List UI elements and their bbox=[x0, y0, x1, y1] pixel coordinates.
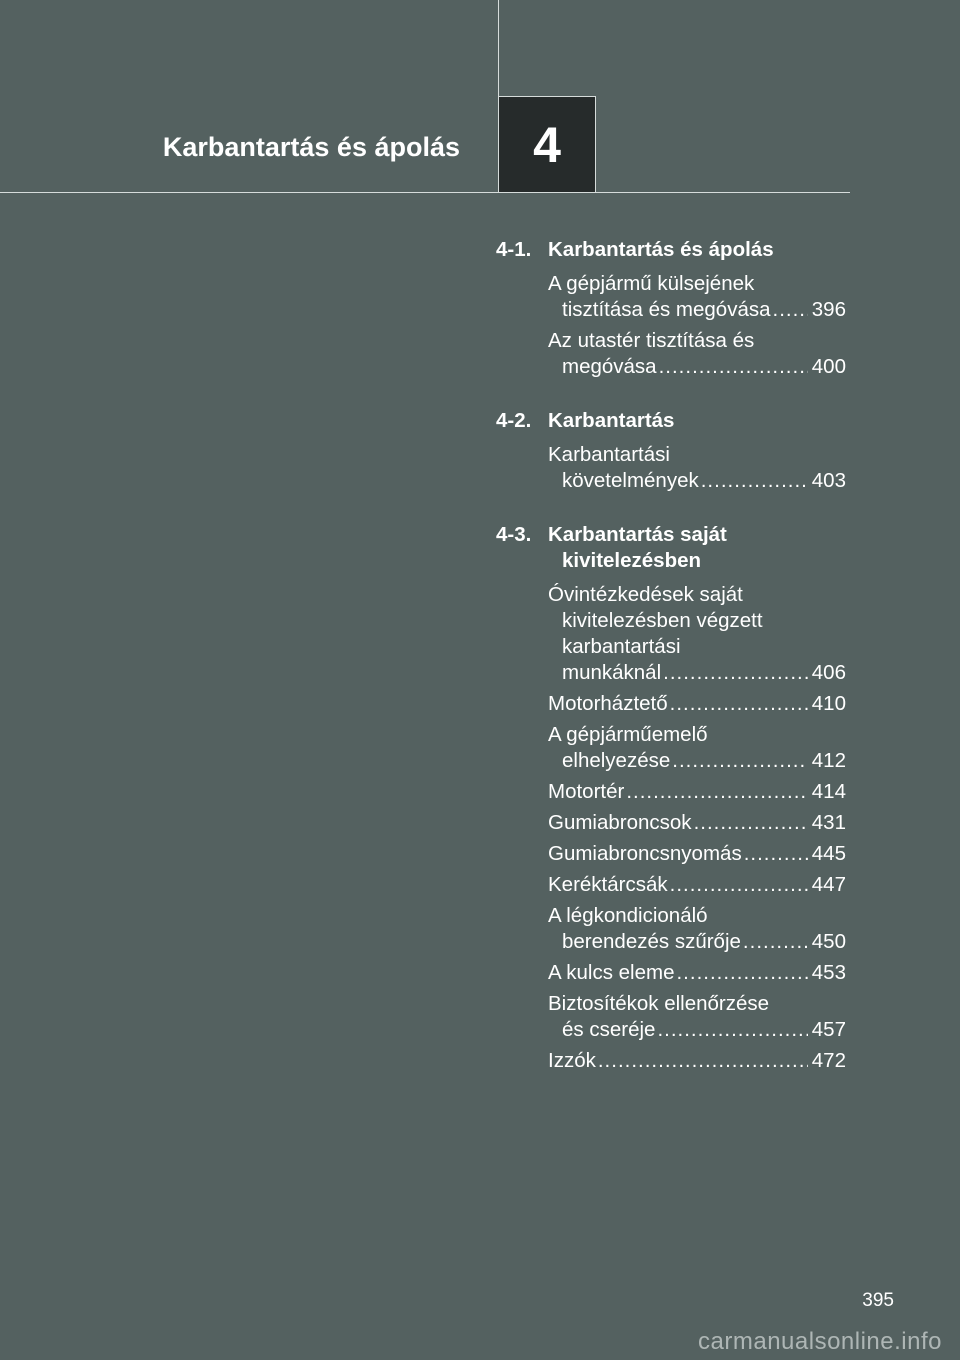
toc-entry-page: 406 bbox=[811, 661, 846, 684]
dot-leader bbox=[773, 297, 808, 323]
toc-entry-text: követelmények bbox=[562, 469, 699, 492]
toc-entry-last-line bbox=[548, 872, 846, 898]
toc-entry-text: berendezés szűrője bbox=[562, 930, 741, 953]
section-heading[interactable] bbox=[496, 408, 846, 434]
toc-entry-last-line bbox=[548, 960, 846, 986]
toc-entry-text: A kulcs eleme bbox=[548, 961, 675, 984]
toc-entry-page: 410 bbox=[811, 692, 846, 715]
toc-entry-text: tisztítása és megóvása bbox=[562, 298, 771, 321]
toc-entry[interactable] bbox=[548, 903, 846, 955]
dot-leader bbox=[626, 779, 807, 805]
toc-entry-text: Izzók bbox=[548, 1049, 596, 1072]
dot-leader bbox=[743, 929, 808, 955]
toc-entry-last-line bbox=[548, 810, 846, 836]
toc-entry[interactable] bbox=[548, 991, 846, 1043]
toc-entry-last-line bbox=[548, 1017, 846, 1043]
chapter-number: 4 bbox=[533, 116, 561, 173]
dot-leader bbox=[744, 841, 808, 867]
horizontal-rule bbox=[0, 192, 850, 193]
toc-entry-page: 447 bbox=[811, 873, 846, 896]
toc-entry-line: A légkondicionáló bbox=[548, 904, 708, 927]
toc-entry-line: Óvintézkedések saját bbox=[548, 583, 743, 606]
toc-entry-page: 457 bbox=[811, 1018, 846, 1041]
dot-leader bbox=[670, 691, 808, 717]
toc-entry-last-line bbox=[548, 779, 846, 805]
toc-entry[interactable] bbox=[548, 872, 846, 898]
toc-entry-line: A gépjármű külsejének bbox=[548, 272, 755, 295]
dot-leader bbox=[701, 468, 808, 494]
toc-entry-page: 403 bbox=[811, 469, 846, 492]
dot-leader bbox=[663, 660, 808, 686]
toc-entry-last-line bbox=[548, 929, 846, 955]
section-heading[interactable] bbox=[496, 237, 846, 263]
toc-entry-text: munkáknál bbox=[562, 661, 662, 684]
section-number: 4-3. bbox=[496, 523, 532, 546]
toc-entry-page: 472 bbox=[811, 1049, 846, 1072]
vertical-rule bbox=[498, 0, 499, 96]
toc-entry-text: Gumiabroncsnyomás bbox=[548, 842, 742, 865]
toc-entry-text: és cseréje bbox=[562, 1018, 656, 1041]
toc-entry-line: Az utastér tisztítása és bbox=[548, 329, 755, 352]
table-of-contents bbox=[496, 237, 846, 1079]
section-title bbox=[548, 522, 846, 574]
toc-entry-page: 414 bbox=[811, 780, 846, 803]
page-number: 395 bbox=[862, 1290, 894, 1311]
toc-entry-last-line bbox=[548, 297, 846, 323]
toc-entry-line: karbantartási bbox=[562, 635, 681, 658]
toc-entry-last-line bbox=[548, 660, 846, 686]
toc-entry-text: elhelyezése bbox=[562, 749, 671, 772]
watermark: carmanualsonline.info bbox=[698, 1328, 942, 1355]
toc-entry-last-line bbox=[548, 691, 846, 717]
chapter-number-box bbox=[498, 96, 596, 192]
toc-section bbox=[496, 237, 846, 380]
dot-leader bbox=[657, 1017, 807, 1043]
toc-entry-text: Keréktárcsák bbox=[548, 873, 668, 896]
toc-entry[interactable] bbox=[548, 271, 846, 323]
dot-leader bbox=[659, 354, 808, 380]
section-title-line: kivitelezésben bbox=[562, 549, 702, 572]
dot-leader bbox=[670, 872, 808, 898]
toc-entry[interactable] bbox=[548, 810, 846, 836]
toc-entry[interactable] bbox=[548, 691, 846, 717]
toc-entry[interactable] bbox=[548, 1048, 846, 1074]
toc-entry-text: Motortér bbox=[548, 780, 625, 803]
toc-entry-line: Karbantartási bbox=[548, 443, 670, 466]
dot-leader bbox=[598, 1048, 808, 1074]
section-title bbox=[548, 237, 846, 263]
toc-entry-text: Motorháztető bbox=[548, 692, 668, 715]
dot-leader bbox=[694, 810, 808, 836]
toc-entry[interactable] bbox=[548, 841, 846, 867]
toc-entry-last-line bbox=[548, 1048, 846, 1074]
toc-entry-page: 400 bbox=[811, 355, 846, 378]
section-title-line: Karbantartás bbox=[548, 409, 675, 432]
toc-entry-page: 412 bbox=[811, 749, 846, 772]
toc-entry-page: 453 bbox=[811, 961, 846, 984]
toc-entry-page: 431 bbox=[811, 811, 846, 834]
toc-entry-line: kivitelezésben végzett bbox=[562, 609, 763, 632]
toc-entry-line: Biztosítékok ellenőrzése bbox=[548, 992, 770, 1015]
toc-entry-line: A gépjárműemelő bbox=[548, 723, 708, 746]
toc-section bbox=[496, 408, 846, 494]
toc-entry[interactable] bbox=[548, 442, 846, 494]
chapter-title: Karbantartás és ápolás bbox=[162, 132, 460, 162]
toc-entry[interactable] bbox=[548, 328, 846, 380]
toc-entry-page: 450 bbox=[811, 930, 846, 953]
dot-leader bbox=[676, 960, 807, 986]
toc-section bbox=[496, 522, 846, 1074]
toc-entry[interactable] bbox=[548, 582, 846, 686]
section-number: 4-2. bbox=[496, 409, 532, 432]
toc-entry-text: megóvása bbox=[562, 355, 657, 378]
section-heading[interactable] bbox=[496, 522, 846, 574]
toc-entry-last-line bbox=[548, 468, 846, 494]
toc-entry-page: 396 bbox=[811, 298, 846, 321]
section-title bbox=[548, 408, 846, 434]
section-number: 4-1. bbox=[496, 238, 532, 261]
dot-leader bbox=[672, 748, 808, 774]
toc-entry[interactable] bbox=[548, 722, 846, 774]
toc-entry-text: Gumiabroncsok bbox=[548, 811, 692, 834]
toc-entry-last-line bbox=[548, 354, 846, 380]
toc-entry[interactable] bbox=[548, 779, 846, 805]
toc-entry-page: 445 bbox=[811, 842, 846, 865]
toc-entry[interactable] bbox=[548, 960, 846, 986]
toc-entry-last-line bbox=[548, 841, 846, 867]
section-title-line: Karbantartás saját bbox=[548, 523, 727, 546]
toc-entry-last-line bbox=[548, 748, 846, 774]
section-title-line: Karbantartás és ápolás bbox=[548, 238, 774, 261]
